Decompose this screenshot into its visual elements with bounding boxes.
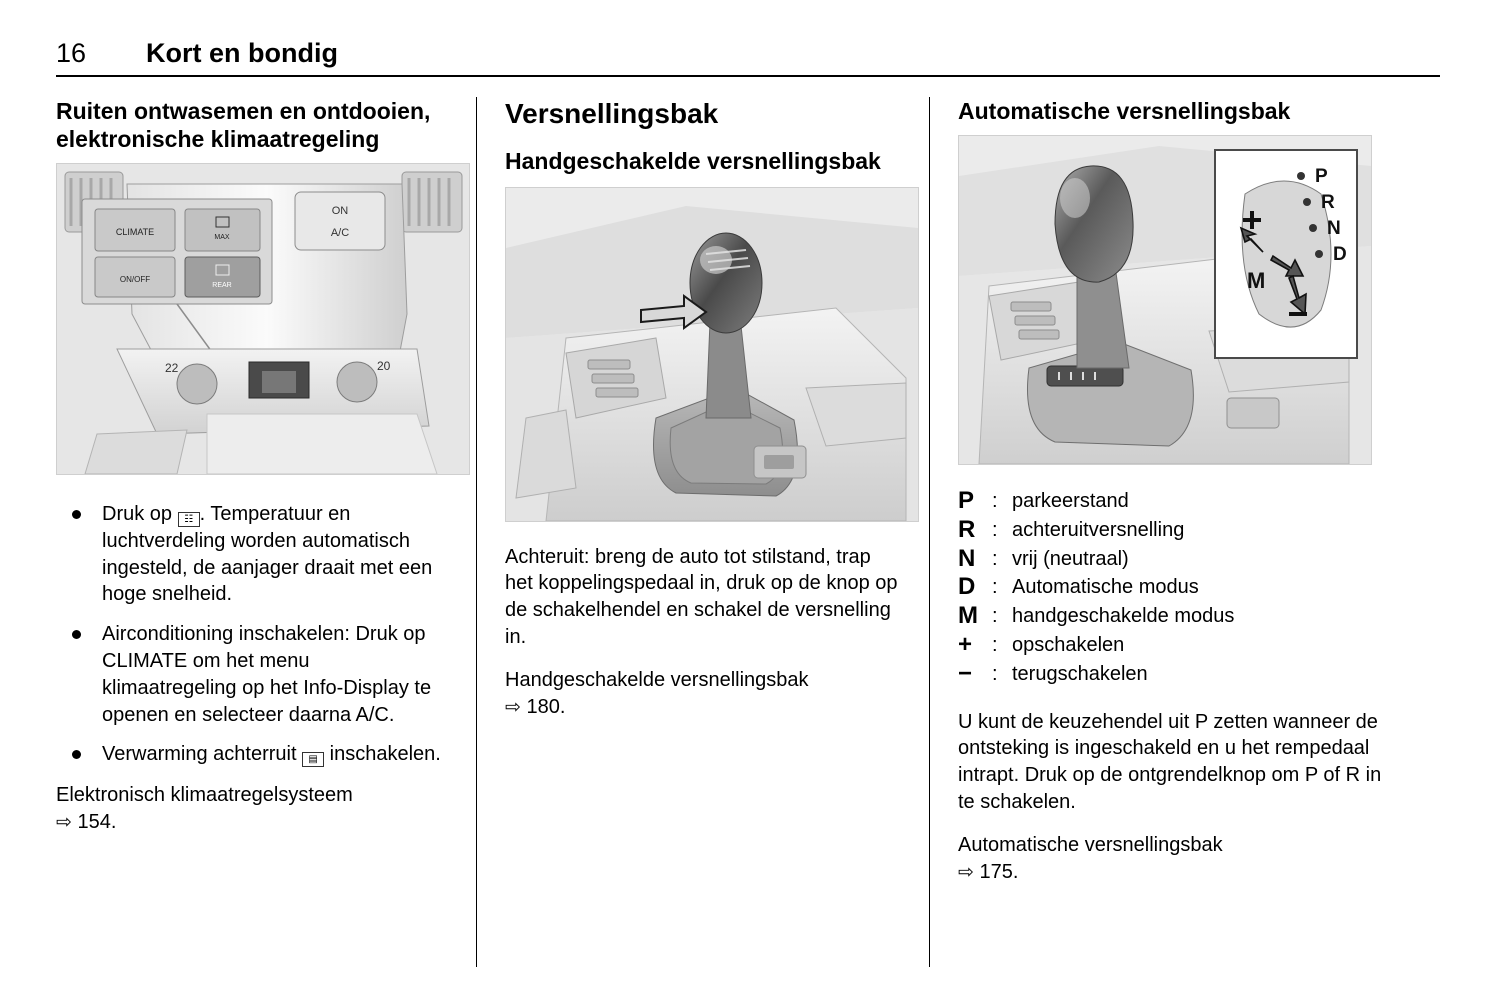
definition-colon: : xyxy=(992,634,998,657)
gear-definitions-list xyxy=(958,487,1400,689)
reference-arrow-icon: ⇨ xyxy=(56,812,72,834)
bullet-text-post: . Temperatuur en luchtverdeling worden automatisch ingesteld, de aanjager draait met een hoge snelheid. xyxy=(102,503,433,606)
definition-row xyxy=(958,602,1400,631)
list-item xyxy=(56,501,448,608)
reference-arrow-icon: ⇨ xyxy=(958,861,974,883)
svg-text:D: D xyxy=(1333,244,1347,266)
svg-text:R: R xyxy=(1321,192,1335,214)
definition-value: parkeerstand xyxy=(1012,490,1129,513)
reference-automatic-transmission xyxy=(958,832,1400,886)
definition-row xyxy=(958,573,1400,602)
reference-manual-transmission xyxy=(505,667,901,721)
windshield-defrost-icon: ☷ xyxy=(178,512,200,527)
definition-value: Automatische modus xyxy=(1012,576,1199,599)
reference-page: 154. xyxy=(77,811,117,834)
definition-value: handgeschakelde modus xyxy=(1012,605,1235,628)
definition-colon: : xyxy=(992,576,998,599)
definition-value: opschakelen xyxy=(1012,634,1125,657)
paragraph-reverse-gear: Achteruit: breng de auto tot stilstand, trap het koppelingspedaal in, druk op de knop op de schakelhendel en schakel de versnelling in. xyxy=(505,545,898,649)
list-item xyxy=(56,741,448,768)
svg-text:20: 20 xyxy=(377,359,391,374)
section-title-transmission: Versnellingsbak xyxy=(505,98,719,129)
bullet-text-pre: Druk op xyxy=(102,503,178,526)
svg-text:22: 22 xyxy=(165,361,179,376)
svg-text:CLIMATE: CLIMATE xyxy=(115,227,155,238)
climate-control-panel-figure xyxy=(56,163,470,475)
svg-text:M: M xyxy=(1247,268,1266,294)
definition-key: R xyxy=(958,515,976,543)
definition-row xyxy=(958,487,1400,516)
reference-text: Handgeschakelde versnellingsbak xyxy=(505,668,809,691)
list-item xyxy=(56,621,448,728)
chapter-title: Kort en bondig xyxy=(146,38,339,68)
page-number: 16 xyxy=(56,38,87,68)
subsection-title-manual: Handgeschakelde versnellingsbak xyxy=(505,147,881,174)
definition-colon: : xyxy=(992,518,998,541)
definition-value: vrij (neutraal) xyxy=(1012,547,1129,570)
svg-text:ON/OFF: ON/OFF xyxy=(119,275,151,285)
automatic-gear-selector-figure xyxy=(958,135,1372,465)
svg-text:MAX: MAX xyxy=(214,234,230,242)
section-title-climate: Ruiten ontwasemen en ontdooien, elektronische klimaatregeling xyxy=(56,98,431,153)
reference-climate xyxy=(56,782,448,836)
definition-value: terugschakelen xyxy=(1012,662,1148,685)
manual-gear-lever-figure xyxy=(505,187,919,522)
definition-key: + xyxy=(958,631,973,659)
svg-text:N: N xyxy=(1327,218,1341,240)
reference-page: 175. xyxy=(979,860,1019,883)
page-header xyxy=(56,38,1440,77)
bullet-text-post: inschakelen. xyxy=(324,743,441,766)
bullet-text-pre: Airconditioning inschakelen: Druk op CLIMATE om het menu klimaatregeling op het Info-Display te openen en selecteer daarna A/C. xyxy=(102,623,432,726)
definition-colon: : xyxy=(992,662,998,685)
bullet-text-pre: Verwarming achterruit xyxy=(102,743,303,766)
definition-value: achteruitversnelling xyxy=(1012,518,1185,541)
rear-defrost-icon: ▤ xyxy=(302,752,324,767)
reference-text: Automatische versnellingsbak xyxy=(958,833,1223,856)
definition-colon: : xyxy=(992,547,998,570)
reference-page: 180. xyxy=(526,695,566,718)
definition-key: P xyxy=(958,487,975,515)
climate-bullet-list xyxy=(56,501,448,768)
definition-key: D xyxy=(958,573,976,601)
definition-key: M xyxy=(958,602,978,630)
definition-colon: : xyxy=(992,490,998,513)
definition-row xyxy=(958,545,1400,574)
definition-row xyxy=(958,631,1400,660)
reference-text: Elektronisch klimaatregelsysteem xyxy=(56,784,353,807)
definition-row xyxy=(958,660,1400,689)
page-columns xyxy=(56,97,1440,967)
reference-arrow-icon: ⇨ xyxy=(505,696,521,718)
column-transmission xyxy=(477,97,929,967)
column-climate xyxy=(56,97,476,967)
svg-text:A/C: A/C xyxy=(330,227,350,240)
definition-row xyxy=(958,516,1400,545)
svg-text:ON: ON xyxy=(331,205,349,218)
section-title-automatic: Automatische versnellingsbak xyxy=(958,98,1291,124)
paragraph-selector-release: U kunt de keuzehendel uit P zetten wanneer de ontsteking is ingeschakeld en u het rempedaal intrapt. Druk op de ontgrendelknop om P of R in te schakelen. xyxy=(958,710,1382,814)
svg-text:REAR: REAR xyxy=(212,282,232,290)
definition-key: N xyxy=(958,544,976,572)
column-automatic xyxy=(930,97,1400,967)
definition-colon: : xyxy=(992,605,998,628)
definition-key: − xyxy=(958,659,973,687)
svg-text:P: P xyxy=(1315,166,1328,188)
